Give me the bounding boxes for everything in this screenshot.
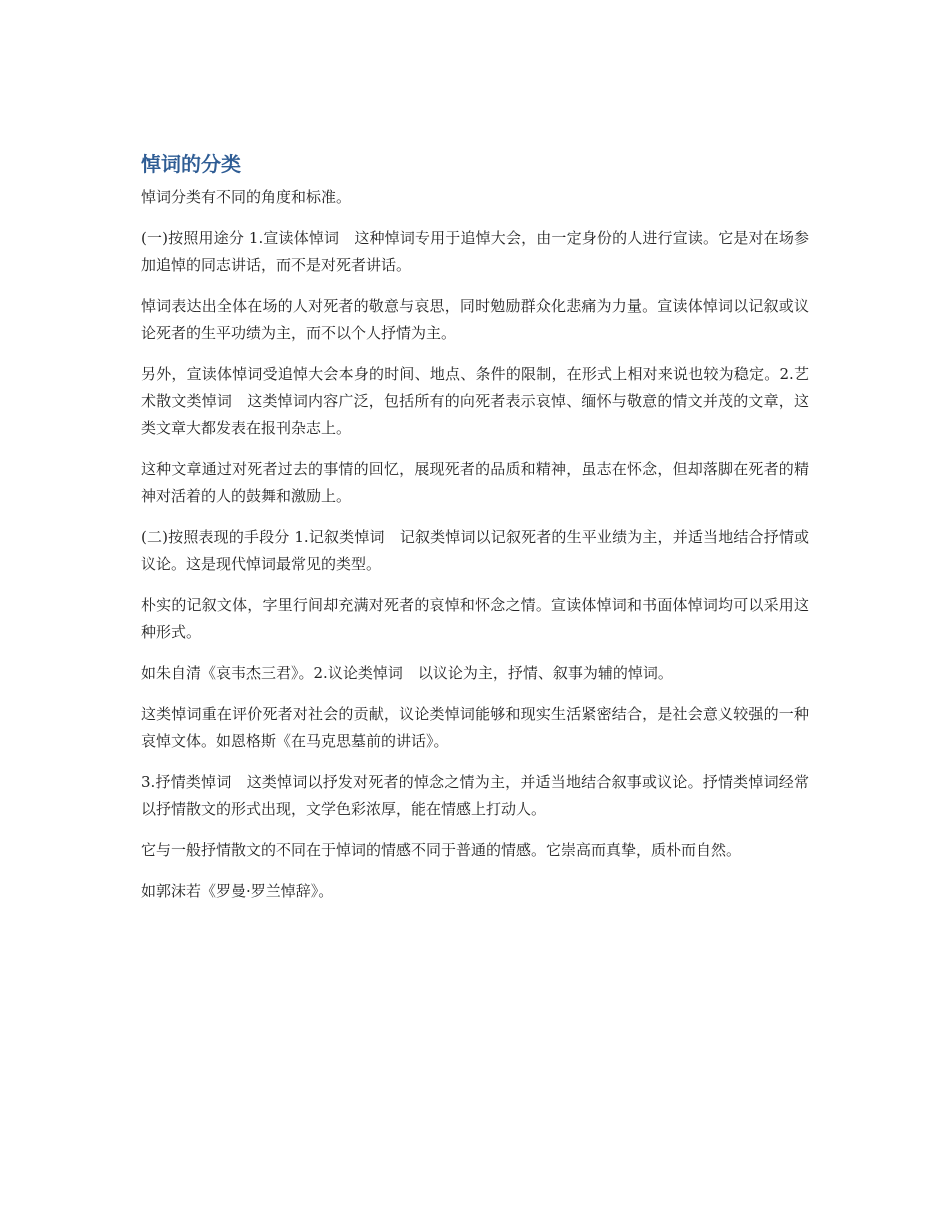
paragraph: 另外，宣读体悼词受追悼大会本身的时间、地点、条件的限制，在形式上相对来说也较为稳定。2.艺术散文类悼词 这类悼词内容广泛，包括所有的向死者表示哀悼、缅怀与敬意的情文并茂的文章，这类文章大都发表在报刊杂志上。 xyxy=(141,365,809,437)
paragraph: 它与一般抒情散文的不同在于悼词的情感不同于普通的情感。它崇高而真挚，质朴而自然。 xyxy=(141,841,742,859)
paragraph: 如郭沫若《罗曼·罗兰悼辞》。 xyxy=(141,882,334,900)
paragraph: 如朱自清《哀韦杰三君》。2.议论类悼词 以议论为主，抒情、叙事为辅的悼词。 xyxy=(141,664,673,682)
document-body xyxy=(141,150,809,919)
paragraph: 这种文章通过对死者过去的事情的回忆，展现死者的品质和精神，虽志在怀念，但却落脚在死者的精神对活着的人的鼓舞和激励上。 xyxy=(141,460,809,505)
paragraph: 3.抒情类悼词 这类悼词以抒发对死者的悼念之情为主，并适当地结合叙事或议论。抒情类悼词经常以抒情散文的形式出现，文学色彩浓厚，能在情感上打动人。 xyxy=(141,773,809,818)
paragraph: (二)按照表现的手段分 1.记叙类悼词 记叙类悼词以记叙死者的生平业绩为主，并适当地结合抒情或议论。这是现代悼词最常见的类型。 xyxy=(141,528,809,573)
paragraph: 悼词表达出全体在场的人对死者的敬意与哀思，同时勉励群众化悲痛为力量。宣读体悼词以记叙或议论死者的生平功绩为主，而不以个人抒情为主。 xyxy=(141,297,809,342)
paragraph: (一)按照用途分 1.宣读体悼词 这种悼词专用于追悼大会，由一定身份的人进行宣读。它是对在场参加追悼的同志讲话，而不是对死者讲话。 xyxy=(141,229,809,274)
page-title: 悼词的分类 xyxy=(141,152,241,176)
paragraph-intro: 悼词分类有不同的角度和标准。 xyxy=(141,188,352,206)
paragraph: 这类悼词重在评价死者对社会的贡献，议论类悼词能够和现实生活紧密结合，是社会意义较强的一种哀悼文体。如恩格斯《在马克思墓前的讲话》。 xyxy=(141,705,809,750)
paragraph: 朴实的记叙文体，字里行间却充满对死者的哀悼和怀念之情。宣读体悼词和书面体悼词均可以采用这种形式。 xyxy=(141,596,809,641)
